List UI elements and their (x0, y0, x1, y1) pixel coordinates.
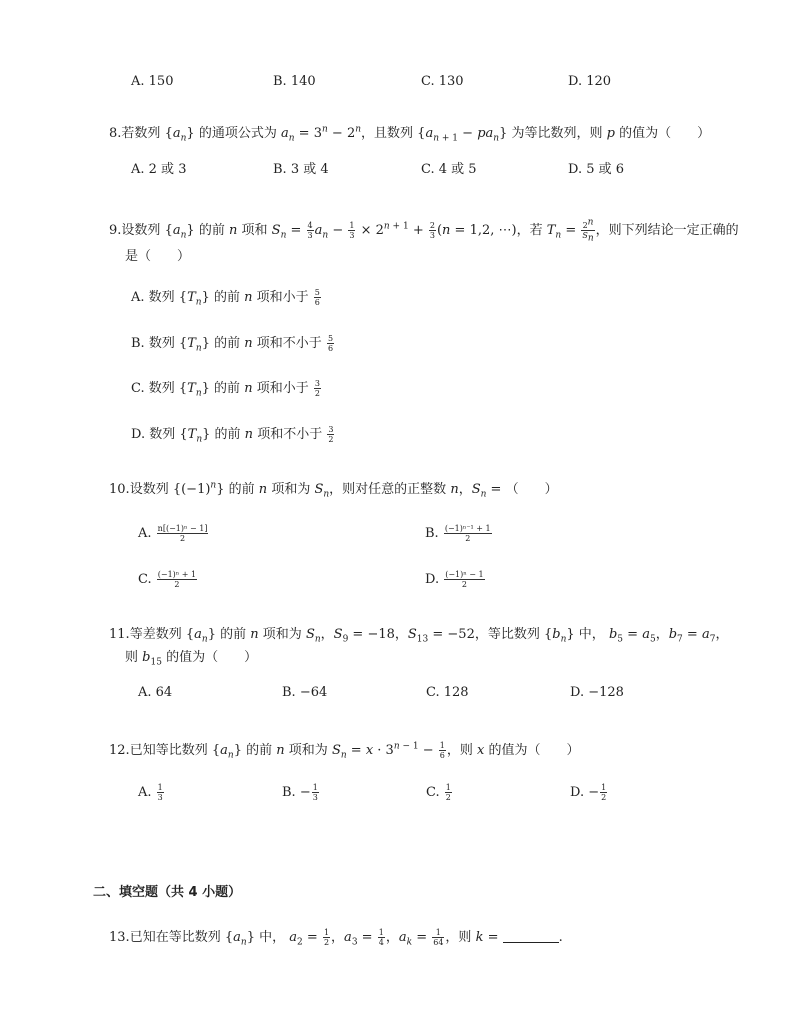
q10-option-d: D. $\frac{\text{(−1)ⁿ − 1}}{2}$ (425, 570, 484, 589)
question-number: 8. (109, 126, 122, 141)
q11-option-a: A. 64 (138, 685, 173, 700)
q10-option-b: B. $\frac{\text{(−1)ⁿ⁻¹ + 1}}{2}$ (425, 524, 491, 543)
q12-option-d: D. − $\frac{1}{2}$ (570, 783, 607, 802)
question-number: 10. (109, 482, 130, 497)
question-11: 11.等差数列 $\{a_n\}$ 的前 n 项和为 $S_n$，$S_9 = -18$，$S_{13} = -52$，等比数列 $\{b_n\}$ 中， $b_5 = a_5$，$b_7 = a_7$， (109, 627, 729, 645)
q9-option-c: C. 数列 $\{T_n\}$ 的前 n 项和小于 $\frac{3}{2}$ (131, 379, 320, 399)
answer-blank[interactable] (503, 930, 559, 943)
q7-option-c: C. 130 (421, 74, 464, 89)
q9-option-a: A. 数列 $\{T_n\}$ 的前 n 项和小于 $\frac{5}{6}$ (131, 288, 320, 308)
math-t-formula: $T_n$ = $\frac{2^n}{S_n}$ (546, 217, 594, 244)
q12-option-b: B. − $\frac{1}{3}$ (282, 783, 318, 802)
math-sequence-diff: $\{a_{n + 1} - pa_n\}$ (417, 126, 508, 144)
section-title-fill-in: 二、填空题（共 4 小题） (93, 885, 242, 900)
q11-option-c: C. 128 (426, 685, 469, 700)
question-number: 9. (109, 223, 122, 238)
q8-option-d: D. 5 或 6 (568, 162, 625, 177)
question-8: 8.若数列 $\{a_n\}$ 的通项公式为 $a_n = 3^n - 2^n$，且数列 $\{a_{n + 1} - pa_n\}$ 为等比数列，则 p 的值为（ ） (109, 124, 711, 144)
question-11-line2: 则 $b_{15}$ 的值为（ ） (125, 650, 258, 668)
question-9-line2: 是（ ） (125, 249, 191, 264)
q10-option-a: A. $\frac{\text{n[(−1)ⁿ − 1]}}{2}$ (138, 524, 208, 543)
q11-option-d: D. −128 (570, 685, 624, 700)
q8-option-a: A. 2 或 3 (131, 162, 187, 177)
q12-option-c: C. $\frac{1}{2}$ (426, 783, 451, 802)
q8-option-c: C. 4 或 5 (421, 162, 477, 177)
q9-option-d: D. 数列 $\{T_n\}$ 的前 n 项和不小于 $\frac{3}{2}$ (131, 425, 334, 445)
math-var-p: p (606, 126, 615, 141)
question-number: 12. (109, 743, 130, 758)
question-12: 12.已知等比数列 $\{a_n\}$ 的前 n 项和为 $S_n = x \cdot 3^{n - 1}$ − $\frac{1}{6}$ ，则 x 的值为（ ） (109, 741, 580, 761)
q7-option-a: A. 150 (131, 74, 174, 89)
math-sequence-a: $\{a_n\}$ (164, 126, 195, 144)
question-number: 11. (109, 627, 130, 642)
q12-option-a: A. $\frac{1}{3}$ (138, 783, 163, 802)
q9-option-b: B. 数列 $\{T_n\}$ 的前 n 项和不小于 $\frac{5}{6}$ (131, 334, 334, 354)
math-formula: $a_n = 3^n - 2^n$ (280, 124, 362, 144)
question-10: 10.设数列 $\{(-1)^n\}$ 的前 n 项和为 $S_n$，则对任意的正整数 n，$S_n$ = （ ） (109, 480, 558, 500)
question-number: 13. (109, 930, 130, 945)
q8-option-b: B. 3 或 4 (273, 162, 329, 177)
question-9: 9.设数列 $\{a_n\}$ 的前 n 项和 $S_n$ = $\frac{4}{3}$ $a_n$ − $\frac{1}{3}$ × $2^{n + 1}$ + $\frac{2}{3}$ (n = 1,2, ⋯)，若 $T_n$ = $\frac{2^n}{S_n}$ ，则下列结论一定正确的 (109, 217, 739, 244)
q10-option-c: C. $\frac{\text{(−1)ⁿ + 1}}{2}$ (138, 570, 197, 589)
q7-option-b: B. 140 (273, 74, 316, 89)
q11-option-b: B. −64 (282, 685, 328, 700)
math-sum-formula: $S_n$ = $\frac{4}{3}$ $a_n$ − $\frac{1}{3}$ × $2^{n + 1}$ + $\frac{2}{3}$ (n = 1,2, ⋯) (271, 221, 517, 241)
question-13: 13.已知在等比数列 $\{a_n\}$ 中， $a_2$ = $\frac{1}{2}$ ，$a_3$ = $\frac{1}{4}$ ，$a_k$ = $\frac{1}{64}$ ，则 k = . (109, 928, 563, 948)
q7-option-d: D. 120 (568, 74, 612, 89)
